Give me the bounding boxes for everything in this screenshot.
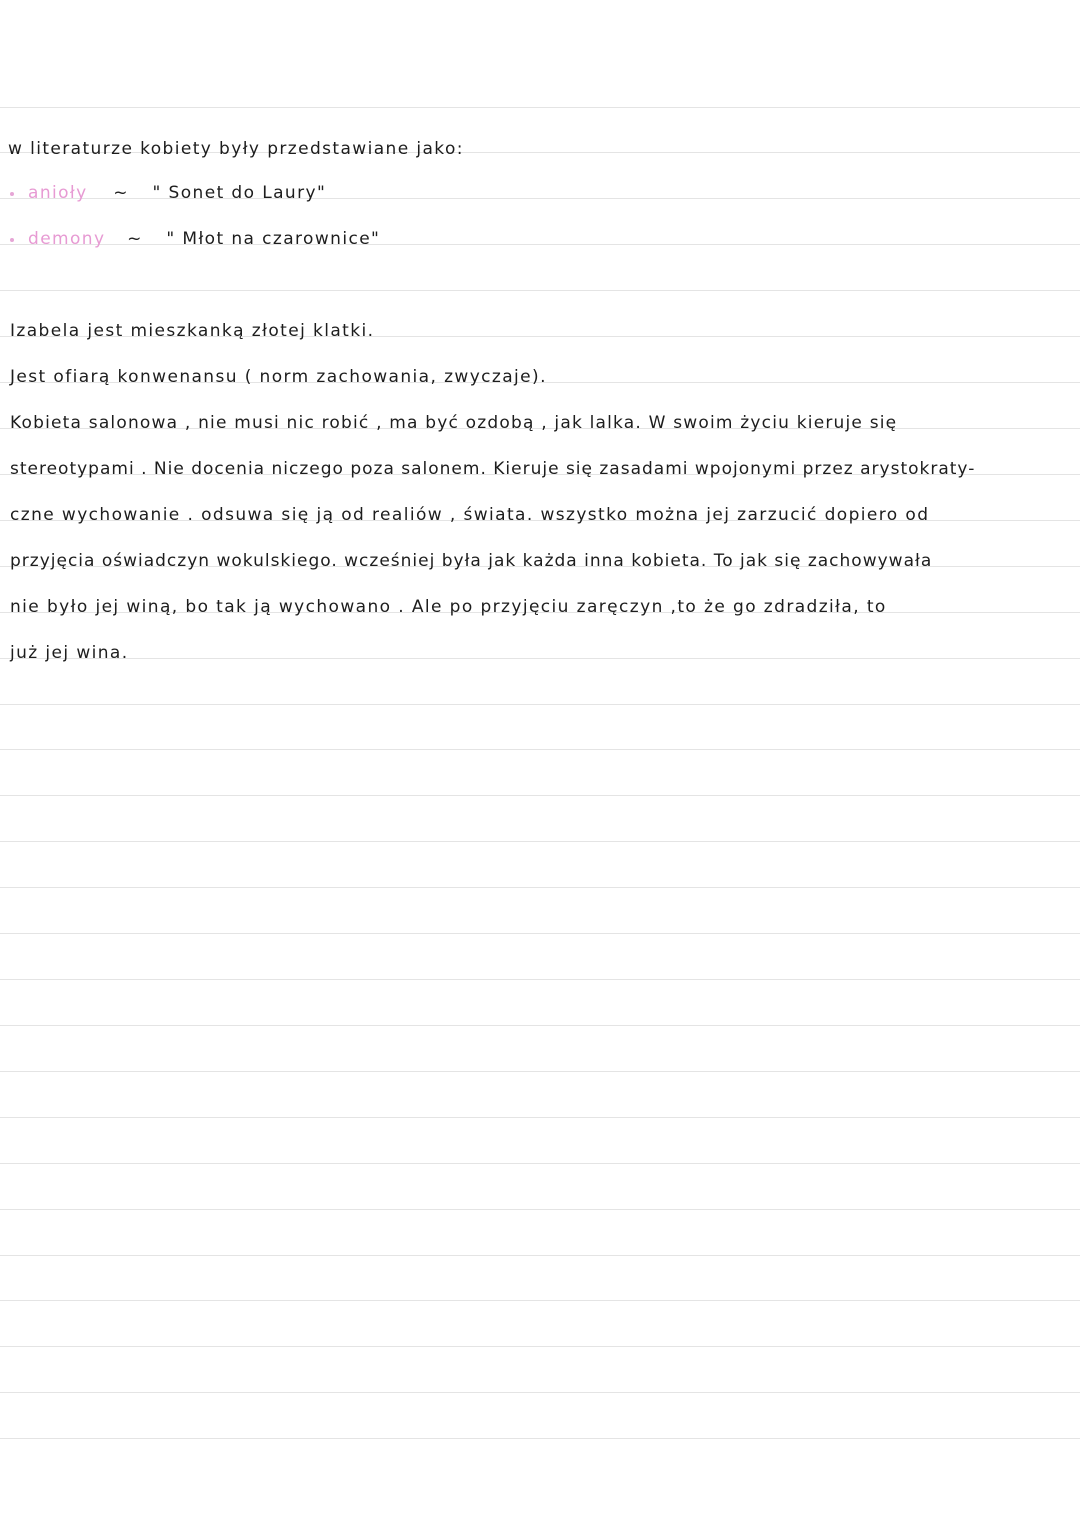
list-example: " Sonet do Laury" [152,183,327,203]
paragraph-line: przyjęcia oświadczyn wokulskiego. wcześniej była jak każda inna kobieta. To jak się zachowywała [10,551,933,571]
list-term: anioły [28,183,88,203]
paragraph-line: Jest ofiarą konwenansu ( norm zachowania, zwyczaje). [10,367,547,387]
ruled-line [0,1071,1080,1072]
ruled-line [0,887,1080,888]
list-example: " Młot na czarownice" [166,229,381,249]
ruled-line [0,749,1080,750]
ruled-line [0,1117,1080,1118]
ruled-line [0,658,1080,659]
ruled-line [0,107,1080,108]
ruled-line [0,933,1080,934]
paragraph-line: stereotypami . Nie docenia niczego poza salonem. Kieruje się zasadami wpojonymi przez arystokraty- [10,459,976,479]
list-item [28,182,326,204]
ruled-line [0,1392,1080,1393]
ruled-line [0,795,1080,796]
ruled-line [0,704,1080,705]
paragraph-line: czne wychowanie . odsuwa się ją od realiów , świata. wszystko można jej zarzucić dopiero od [10,505,930,525]
intro-line: w literaturze kobiety były przedstawiane jako: [8,139,464,159]
paragraph-line: nie było jej winą, bo tak ją wychowano . Ale po przyjęciu zaręczyn ,to że go zdradziła, to [10,597,887,617]
list-bullet [10,238,14,242]
ruled-line [0,1025,1080,1026]
list-term: demony [28,229,106,249]
paragraph-line: już jej wina. [10,643,129,663]
list-separator: ~ [127,229,143,249]
paragraph-line: Kobieta salonowa , nie musi nic robić , ma być ozdobą , jak lalka. W swoim życiu kieruje się [10,413,898,433]
list-bullet [10,192,14,196]
list-item [28,228,380,250]
ruled-line [0,1438,1080,1439]
ruled-line [0,1209,1080,1210]
paragraph-line: Izabela jest mieszkanką złotej klatki. [10,321,375,341]
ruled-line [0,979,1080,980]
ruled-line [0,841,1080,842]
ruled-line [0,290,1080,291]
ruled-line [0,1163,1080,1164]
ruled-line [0,1346,1080,1347]
ruled-line [0,1255,1080,1256]
list-separator: ~ [113,183,129,203]
ruled-line [0,1300,1080,1301]
